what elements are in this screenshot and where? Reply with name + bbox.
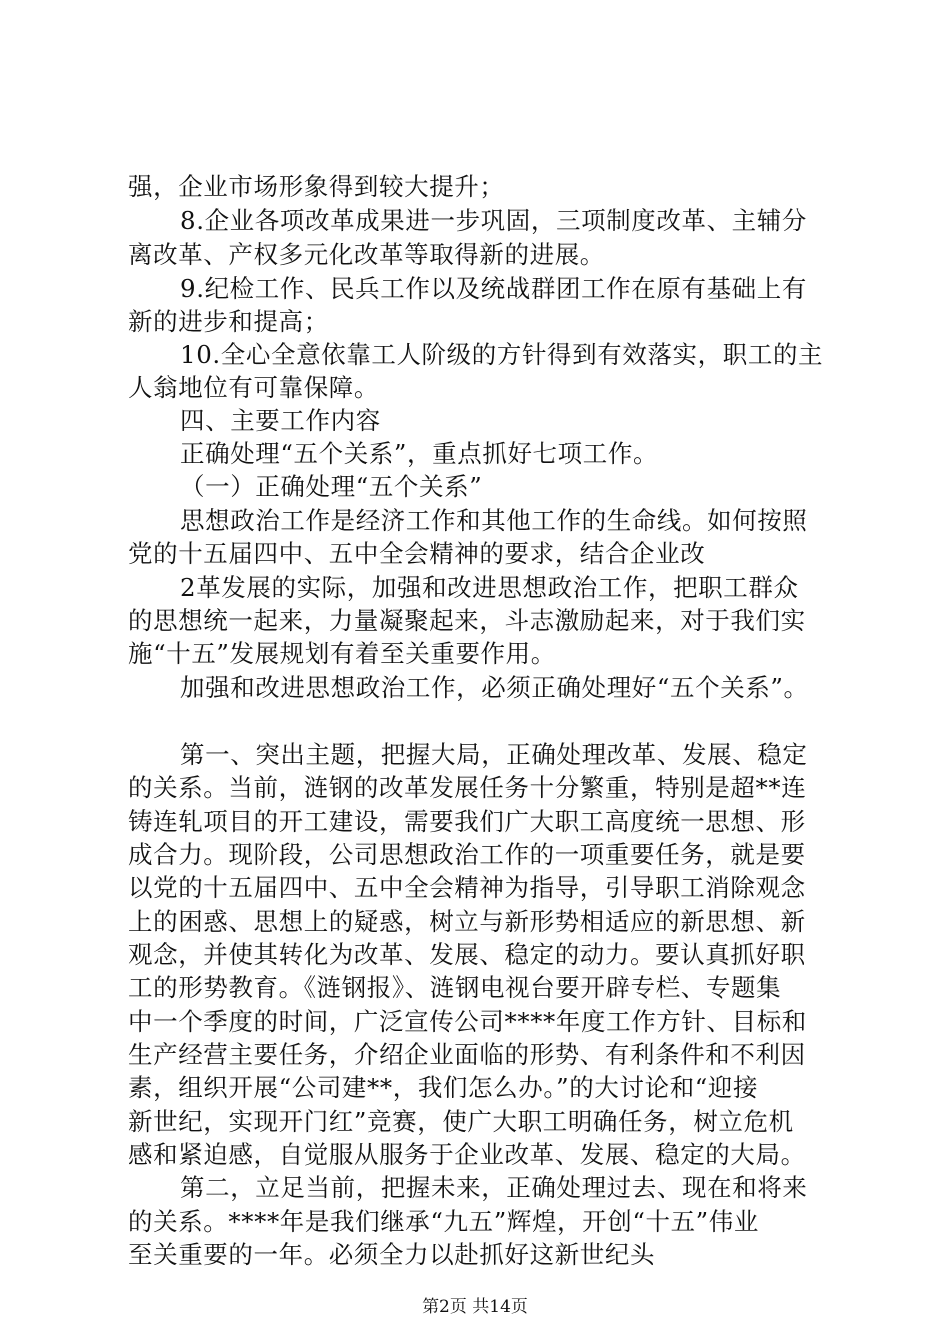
text-line: 强，企业市场形象得到较大提升； (128, 172, 505, 201)
page-number-footer: 第2页 共14页 (422, 1297, 528, 1317)
text-line: 9.纪检工作、民兵工作以及统战群团工作在原有基础上有 (180, 274, 807, 303)
text-line: 第一、突出主题，把握大局，正确处理改革、发展、稳定 (180, 740, 808, 769)
text-line: 正确处理“五个关系”，重点抓好七项工作。 (180, 439, 659, 468)
text-line: 加强和改进思想政治工作，必须正确处理好“五个关系”。 (180, 673, 809, 702)
text-line: 新世纪，实现开门红”竞赛，使广大职工明确任务，树立危机 (128, 1107, 794, 1136)
text-line: 工的形势教育。《涟钢报》、涟钢电视台要开辟专栏、专题集 (128, 973, 782, 1002)
text-line: 至关重要的一年。必须全力以赴抓好这新世纪头 (128, 1240, 656, 1269)
section-heading: 四、主要工作内容 (180, 406, 381, 435)
text-line: 人翁地位有可靠保障。 (128, 373, 379, 402)
text-line: 生产经营主要任务，介绍企业面临的形势、有利条件和不利因 (128, 1040, 806, 1069)
text-line: 离改革、产权多元化改革等取得新的进展。 (128, 240, 605, 269)
text-line: 2革发展的实际，加强和改进思想政治工作，把职工群众 (180, 573, 799, 602)
text-line: 素，组织开展“公司建**，我们怎么办。”的大讨论和“迎接 (128, 1073, 759, 1102)
text-line: 的思想统一起来，力量凝聚起来，斗志激励起来，对于我们实 (128, 606, 806, 635)
text-line: 成合力。现阶段，公司思想政治工作的一项重要任务，就是要 (128, 840, 806, 869)
text-line: 的关系。当前，涟钢的改革发展任务十分繁重，特别是超**连 (128, 773, 807, 802)
text-line: 第二，立足当前，把握未来，正确处理过去、现在和将来 (180, 1173, 808, 1202)
text-line: 思想政治工作是经济工作和其他工作的生命线。如何按照 (180, 506, 808, 535)
text-line: 观念，并使其转化为改革、发展、稳定的动力。要认真抓好职 (128, 940, 806, 969)
text-line: 中一个季度的时间，广泛宣传公司****年度工作方针、目标和 (128, 1007, 807, 1036)
subsection-heading: （一）正确处理“五个关系” (180, 472, 483, 501)
text-line: 感和紧迫感，自觉服从服务于企业改革、发展、稳定的大局。 (128, 1140, 806, 1169)
text-line: 的关系。****年是我们继承“九五”辉煌，开创“十五”伟业 (128, 1207, 759, 1236)
text-line: 8.企业各项改革成果进一步巩固，三项制度改革、主辅分 (180, 206, 807, 235)
text-line: 施“十五”发展规划有着至关重要作用。 (128, 639, 556, 668)
text-line: 以党的十五届四中、五中全会精神为指导，引导职工消除观念 (128, 873, 806, 902)
text-line: 铸连轧项目的开工建设，需要我们广大职工高度统一思想、形 (128, 807, 806, 836)
text-line: 新的进步和提高； (128, 307, 329, 336)
text-line: 10.全心全意依靠工人阶级的方针得到有效落实，职工的主 (180, 340, 824, 369)
text-line: 党的十五届四中、五中全会精神的要求，结合企业改 (128, 539, 706, 568)
text-line: 上的困惑、思想上的疑惑，树立与新形势相适应的新思想、新 (128, 907, 806, 936)
